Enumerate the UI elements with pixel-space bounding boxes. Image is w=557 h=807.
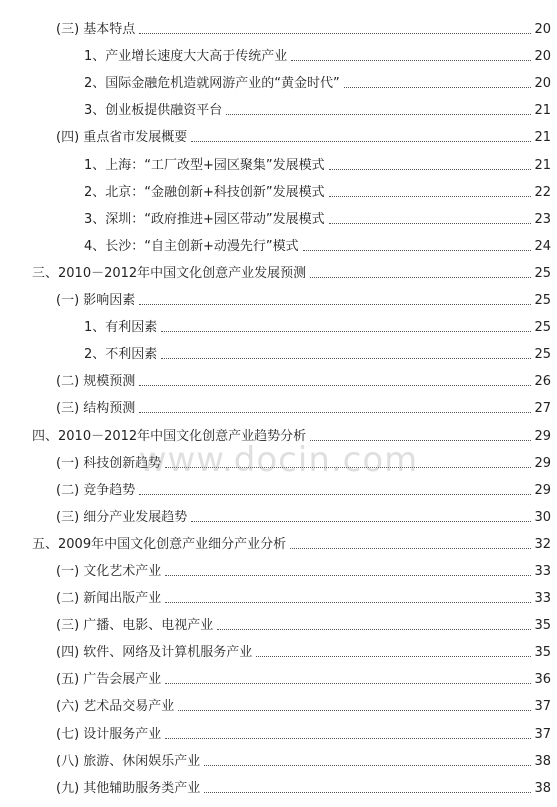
dot-leader xyxy=(217,628,531,630)
toc-entry-title: (五) 广告会展产业 xyxy=(56,672,162,688)
toc-entry[interactable] xyxy=(0,64,557,91)
toc-entry-page-number: 36 xyxy=(534,672,551,688)
toc-entry-title: (九) 其他辅助服务类产业 xyxy=(56,780,201,796)
toc-entry-title: 2、北京：“金融创新+科技创新”发展模式 xyxy=(84,184,325,200)
toc-entry-page-number: 37 xyxy=(534,699,551,715)
dot-leader xyxy=(344,86,531,88)
toc-entry-title: (四) 软件、网络及计算机服务产业 xyxy=(56,645,253,661)
toc-entry-title: (三) 细分产业发展趋势 xyxy=(56,509,188,525)
toc-entry-page-number: 38 xyxy=(534,753,551,769)
toc-entry[interactable] xyxy=(0,254,557,281)
toc-entry-title: 3、创业板提供融资平台 xyxy=(84,103,223,119)
toc-entry-page-number: 38 xyxy=(534,780,551,796)
dot-leader xyxy=(310,439,531,441)
toc-entry-title: (二) 规模预测 xyxy=(56,374,136,390)
toc-entry[interactable] xyxy=(0,91,557,118)
toc-entry[interactable] xyxy=(0,552,557,579)
dot-leader xyxy=(139,411,531,413)
dot-leader xyxy=(329,222,531,224)
toc-entry-title: (四) 重点省市发展概要 xyxy=(56,130,188,146)
dot-leader xyxy=(139,32,531,34)
toc-entry-page-number: 21 xyxy=(534,103,551,119)
toc-entry-title: (七) 设计服务产业 xyxy=(56,726,162,742)
table-of-contents xyxy=(0,10,557,796)
toc-entry[interactable] xyxy=(0,471,557,498)
toc-entry-title: (一) 文化艺术产业 xyxy=(56,563,162,579)
dot-leader xyxy=(139,384,531,386)
toc-entry[interactable] xyxy=(0,37,557,64)
dot-leader xyxy=(165,682,531,684)
toc-entry[interactable] xyxy=(0,687,557,714)
toc-entry-page-number: 25 xyxy=(534,320,551,336)
toc-entry-title: 2、不利因素 xyxy=(84,347,158,363)
toc-entry[interactable] xyxy=(0,389,557,416)
toc-entry[interactable] xyxy=(0,10,557,37)
toc-entry-title: 三、2010－2012年中国文化创意产业发展预测 xyxy=(32,265,307,281)
toc-entry-title: (三) 结构预测 xyxy=(56,401,136,417)
toc-entry[interactable] xyxy=(0,633,557,660)
toc-entry[interactable] xyxy=(0,173,557,200)
toc-entry-title: (二) 竞争趋势 xyxy=(56,482,136,498)
toc-entry-page-number: 27 xyxy=(534,401,551,417)
dot-leader xyxy=(139,493,531,495)
dot-leader xyxy=(303,249,531,251)
dot-leader xyxy=(291,59,531,61)
dot-leader xyxy=(329,195,531,197)
toc-entry[interactable] xyxy=(0,335,557,362)
dot-leader xyxy=(310,276,531,278)
toc-entry[interactable] xyxy=(0,769,557,796)
toc-entry-page-number: 35 xyxy=(534,645,551,661)
dot-leader xyxy=(161,357,531,359)
dot-leader xyxy=(191,520,531,522)
toc-entry-page-number: 24 xyxy=(534,238,551,254)
toc-entry-page-number: 29 xyxy=(534,428,551,444)
toc-entry-page-number: 25 xyxy=(534,347,551,363)
toc-entry[interactable] xyxy=(0,498,557,525)
toc-entry-title: (一) 影响因素 xyxy=(56,293,136,309)
dot-leader xyxy=(329,168,531,170)
toc-entry-page-number: 25 xyxy=(534,265,551,281)
toc-entry[interactable] xyxy=(0,444,557,471)
toc-entry-title: 1、产业增长速度大大高于传统产业 xyxy=(84,49,288,65)
dot-leader xyxy=(290,547,531,549)
dot-leader xyxy=(161,330,531,332)
toc-entry-title: 四、2010－2012年中国文化创意产业趋势分析 xyxy=(32,428,307,444)
watermark: www.docin.com xyxy=(138,440,419,480)
toc-entry-title: 1、上海：“工厂改型+园区聚集”发展模式 xyxy=(84,157,325,173)
toc-entry-page-number: 20 xyxy=(534,22,551,38)
toc-entry-title: 2、国际金融危机造就网游产业的“黄金时代” xyxy=(84,76,340,92)
toc-entry-title: 3、深圳：“政府推进+园区带动”发展模式 xyxy=(84,211,325,227)
toc-entry-title: (六) 艺术品交易产业 xyxy=(56,699,175,715)
toc-entry-page-number: 21 xyxy=(534,130,551,146)
toc-entry-page-number: 26 xyxy=(534,374,551,390)
toc-entry-page-number: 25 xyxy=(534,293,551,309)
dot-leader xyxy=(165,574,531,576)
toc-entry-title: (三) 基本特点 xyxy=(56,22,136,38)
toc-entry[interactable] xyxy=(0,227,557,254)
dot-leader xyxy=(256,655,531,657)
toc-entry[interactable] xyxy=(0,200,557,227)
toc-entry-page-number: 33 xyxy=(534,591,551,607)
toc-entry[interactable] xyxy=(0,145,557,172)
toc-entry-page-number: 33 xyxy=(534,563,551,579)
toc-entry[interactable] xyxy=(0,281,557,308)
toc-entry[interactable] xyxy=(0,606,557,633)
dot-leader xyxy=(191,140,531,142)
dot-leader xyxy=(178,709,531,711)
toc-entry-page-number: 20 xyxy=(534,76,551,92)
toc-entry[interactable] xyxy=(0,308,557,335)
toc-entry[interactable] xyxy=(0,118,557,145)
toc-entry-page-number: 32 xyxy=(534,536,551,552)
toc-entry-page-number: 23 xyxy=(534,211,551,227)
toc-entry[interactable] xyxy=(0,525,557,552)
dot-leader xyxy=(165,601,531,603)
dot-leader xyxy=(204,791,531,793)
toc-entry-page-number: 35 xyxy=(534,618,551,634)
toc-entry[interactable] xyxy=(0,579,557,606)
toc-entry[interactable] xyxy=(0,416,557,443)
toc-entry-title: (八) 旅游、休闲娱乐产业 xyxy=(56,753,201,769)
toc-entry-title: 五、2009年中国文化创意产业细分产业分析 xyxy=(32,536,287,552)
toc-entry[interactable] xyxy=(0,362,557,389)
toc-entry-page-number: 29 xyxy=(534,455,551,471)
toc-entry-page-number: 21 xyxy=(534,157,551,173)
toc-entry-title: 1、有利因素 xyxy=(84,320,158,336)
toc-entry-title: (三) 广播、电影、电视产业 xyxy=(56,618,214,634)
toc-entry-page-number: 30 xyxy=(534,509,551,525)
toc-entry-title: (一) 科技创新趋势 xyxy=(56,455,162,471)
toc-entry[interactable] xyxy=(0,742,557,769)
toc-entry[interactable] xyxy=(0,660,557,687)
dot-leader xyxy=(204,764,531,766)
toc-entry-page-number: 22 xyxy=(534,184,551,200)
dot-leader xyxy=(139,303,531,305)
toc-entry-title: (二) 新闻出版产业 xyxy=(56,591,162,607)
dot-leader xyxy=(165,466,531,468)
toc-entry-page-number: 29 xyxy=(534,482,551,498)
toc-entry-title: 4、长沙：“自主创新+动漫先行”模式 xyxy=(84,238,299,254)
toc-entry[interactable] xyxy=(0,714,557,741)
dot-leader xyxy=(165,737,531,739)
toc-entry-page-number: 20 xyxy=(534,49,551,65)
dot-leader xyxy=(226,113,531,115)
toc-entry-page-number: 37 xyxy=(534,726,551,742)
